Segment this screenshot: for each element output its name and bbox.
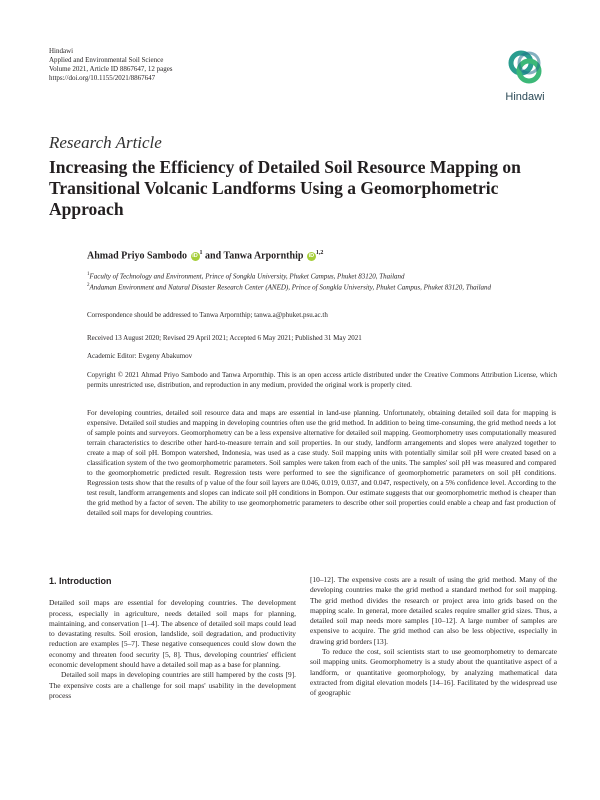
- affiliation-mark: 1: [87, 272, 90, 277]
- author-list: [87, 250, 323, 261]
- affiliation-text: Faculty of Technology and Environment, Prince of Songkla University, Phuket Campus, Phuket 83120, Thailand: [89, 272, 405, 281]
- author-conjunction: and: [205, 250, 222, 262]
- author-affiliation-mark: 1: [199, 250, 203, 256]
- paragraph: [10–12]. The expensive costs are a result of using the grid method. Many of the developing countries make the grid method a standard method for soil mapping. The grid method divides the research or project area into grids based on the mapping scale. In general, more detailed scales require smaller grid sizes. Thus, a detailed soil map needs more samples [10–12]. A large number of samples are expensive to acquire. The grid method can also be less objective, especially in drawing grid borders [13].: [310, 575, 557, 646]
- volume-info: Volume 2021, Article ID 8867647, 12 pages: [49, 65, 173, 73]
- journal-name: Applied and Environmental Soil Science: [49, 56, 164, 64]
- publication-dates: Received 13 August 2020; Revised 29 April 2021; Accepted 6 May 2021; Published 31 May 2021: [87, 334, 362, 342]
- body-column-left: [49, 573, 296, 701]
- correspondence: Correspondence should be addressed to Tanwa Arpornthip; tanwa.a@phuket.psu.ac.th: [87, 311, 328, 319]
- copyright-notice: Copyright © 2021 Ahmad Priyo Sambodo and Tanwa Arpornthip. This is an open access article distributed under the Creative Commons Attribution License, which permits unrestricted use, distribution, and reproduction in any medium, provided the original work is properly cited.: [87, 371, 557, 389]
- paragraph: Detailed soil maps in developing countries are still hampered by the costs [9]. The expensive costs are a challenge for soil maps' usability in the development process: [49, 670, 296, 700]
- affiliation: [87, 281, 557, 293]
- author-affiliation-mark: 1,2: [315, 250, 324, 256]
- author-name[interactable]: Ahmad Priyo Sambodo: [87, 250, 188, 262]
- paragraph: Detailed soil maps are essential for developing countries. The development process, especially in agriculture, needs detailed soil maps for planning, maintaining, and conservation [1–4]. The absence of detailed soil maps could lead to devastating results. Soil erosion, landslide, soil degradation, and productivity reduction are examples [5–7]. These negative consequences could slow down the economy and threaten food security [5, 8]. Thus, developing countries' efficient economic development should have a detailed soil map as a base for planning.: [49, 598, 296, 670]
- academic-editor: Academic Editor: Evgeny Abakumov: [87, 352, 193, 360]
- journal-meta: [49, 47, 173, 83]
- publisher-name: Hindawi: [49, 47, 74, 55]
- affiliation-mark: 2: [87, 283, 90, 288]
- affiliation-text: Andaman Environment and Natural Disaster Research Center (ANED), Prince of Songkla University, Phuket Campus, Phuket 83120, Thailand: [89, 283, 492, 292]
- doi-link[interactable]: https://doi.org/10.1155/2021/8867647: [49, 74, 156, 82]
- article-title: Increasing the Efficiency of Detailed Soil Resource Mapping on Transitional Volcanic Landforms Using a Geomorphometric Approach: [49, 157, 521, 219]
- section-heading: 1. Introduction: [49, 576, 112, 586]
- article-type: Research Article: [49, 133, 162, 152]
- orcid-icon[interactable]: iD: [308, 253, 315, 260]
- paragraph: To reduce the cost, soil scientists start to use geomorphometry to demarcate soil mapping units. Geomorphometry is a study about the quantitative aspect of a landform, or quantitative geomorphology, by analyzing mathematical data extracted from digital elevation models [14–16]. Facilitated by the widespread use of geographic: [310, 647, 557, 698]
- hindawi-logo: [494, 47, 556, 103]
- hindawi-logo-icon: [505, 47, 545, 87]
- body-column-right: [310, 575, 557, 699]
- hindawi-logo-text: Hindawi: [505, 91, 545, 103]
- abstract: For developing countries, detailed soil resource data and maps are essential in land-use planning. Unfortunately, obtaining detailed soil data for mapping is expensive. Detailed soil studies and mapping in developing countries often use the grid method. In addition to being time-consuming, the grid method needs a lot of sample points and surveyors. Geomorphometry can be a less expensive alternative for detailed soil mapping. Geomorphometry uses computationally measured terrain characteristics to describe other hard-to-measure terrain and soil properties. In our study, landform arrangements and slopes were analyzed together to create a map of soil pH. Bompon watershed, Indonesia, was used as a case study. Soil mapping units with potentially similar soil pH were created based on a classification system of the two geomorphometric parameters. Soil samples were taken from each of the units. The samples' soil pH was measured and compared to the geomorphometric predicted result. Regression tests were performed to see the significance of geomorphometric parameters on soil pH conditions. Regression tests show that the results of p value of the four soil layers are 0.046, 0.019, 0.037, and 0.047, respectively, on a 5% confidence level. According to the test result, landform arrangements and slopes can indicate soil pH conditions in Bompon. Our estimate suggests that our geomorphometric method is cheaper than the grid method by a factor of seven. The ability to use geomorphometric parameters to describe other soil properties could enable a cheap and fast production of detailed soil maps for developing countries.: [87, 409, 556, 517]
- author-name[interactable]: Tanwa Arpornthip: [223, 250, 304, 262]
- orcid-icon[interactable]: iD: [192, 253, 198, 260]
